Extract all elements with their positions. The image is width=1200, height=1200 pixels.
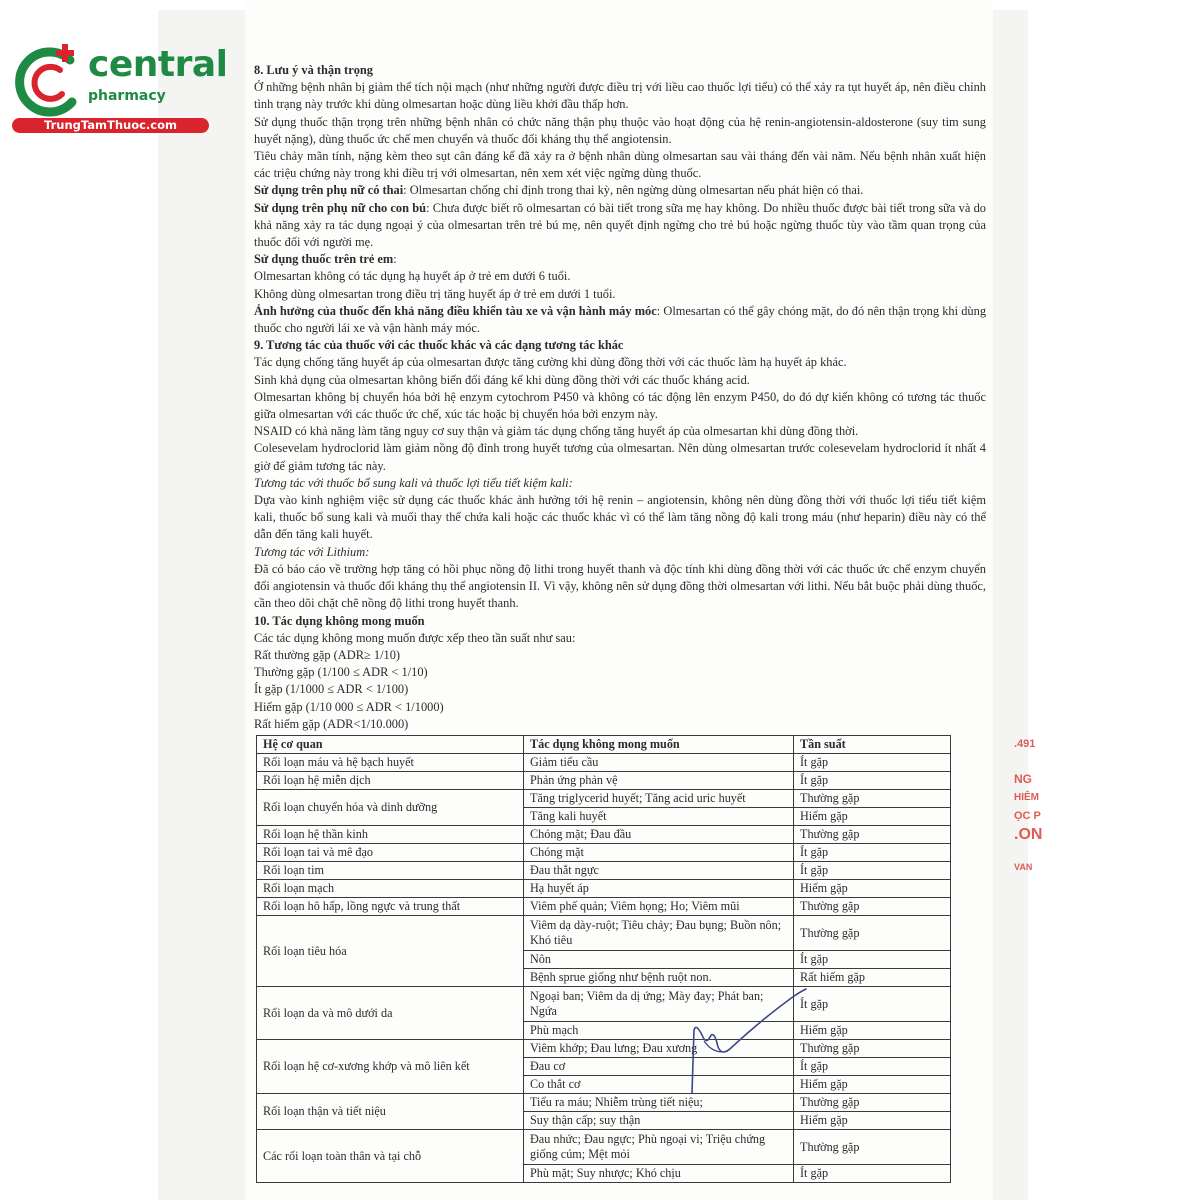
frequency-cell: Ít gặp bbox=[794, 1058, 951, 1076]
section-8-paragraph: Sử dụng thuốc thận trọng trên những bệnh nhân có chức năng thận phụ thuộc vào hoạt động của hệ renin-angiotensin-aldosterone (suy tim sung huyết nặng), dùng thuốc ức chế men chuyển và thuốc đối kháng thụ thể angiotensin. bbox=[254, 114, 986, 146]
frequency-line: Hiếm gặp (1/10 000 ≤ ADR < 1/1000) bbox=[254, 699, 444, 714]
table-header-row bbox=[257, 736, 951, 754]
frequency-cell: Ít gặp bbox=[794, 987, 951, 1022]
table-row bbox=[257, 754, 951, 772]
children-line: Không dùng olmesartan trong điều trị tăng huyết áp ở trẻ em dưới 1 tuổi. bbox=[254, 286, 616, 301]
children-colon: : bbox=[393, 252, 397, 267]
section-9-paragraph: Sinh khả dụng của olmesartan không biến đổi đáng kể khi dùng đồng thời với các thuốc kháng acid. bbox=[254, 372, 750, 387]
organ-cell: Rối loạn tim bbox=[257, 862, 524, 880]
driving-paragraph bbox=[254, 303, 986, 337]
effect-cell: Chóng mặt; Đau đầu bbox=[524, 826, 794, 844]
section-8-title: 8. Lưu ý và thận trọng bbox=[254, 63, 373, 77]
section-8-paragraph: Ở những bệnh nhân bị giảm thể tích nội mạch (như những người được điều trị với liều cao thuốc lợi tiểu) có thể xảy ra tụt huyết áp, nên điều chỉnh tình trạng này trước khi dùng olmesartan hoặc dùng liều khởi đầu thấp hơn. bbox=[254, 80, 986, 112]
table-row bbox=[257, 1040, 951, 1058]
breastfeeding-paragraph bbox=[254, 200, 986, 252]
table-row bbox=[257, 826, 951, 844]
effect-cell: Tiểu ra máu; Nhiễm trùng tiết niệu; bbox=[524, 1094, 794, 1112]
table-row bbox=[257, 898, 951, 916]
effect-cell: Viêm dạ dày-ruột; Tiêu chảy; Đau bụng; Buồn nôn; Khó tiêu bbox=[524, 916, 794, 951]
header-frequency: Tần suất bbox=[794, 736, 951, 754]
table-row bbox=[257, 987, 951, 1022]
frequency-cell: Ít gặp bbox=[794, 844, 951, 862]
effect-cell: Suy thận cấp; suy thận bbox=[524, 1112, 794, 1130]
stamp-fragment: .491 bbox=[1014, 738, 1036, 750]
children-line: Olmesartan không có tác dụng hạ huyết áp ở trẻ em dưới 6 tuổi. bbox=[254, 269, 571, 284]
organ-cell: Rối loạn hệ miễn dịch bbox=[257, 772, 524, 790]
section-9-paragraph: Colesevelam hydroclorid làm giảm nồng độ đỉnh trong huyết tương của olmesartan. Nên dùng olmesartan trước colesevelam hydroclorid ít nhất 4 giờ để giảm tương tác này. bbox=[254, 441, 986, 473]
frequency-cell: Thường gặp bbox=[794, 916, 951, 951]
stamp-fragment: NG bbox=[1014, 772, 1032, 786]
children-label: Sử dụng thuốc trên trẻ em bbox=[254, 252, 394, 267]
frequency-cell: Ít gặp bbox=[794, 772, 951, 790]
frequency-cell: Hiếm gặp bbox=[794, 808, 951, 826]
effect-cell: Viêm khớp; Đau lưng; Đau xương bbox=[524, 1040, 794, 1058]
table-row bbox=[257, 880, 951, 898]
effect-cell: Giảm tiểu cầu bbox=[524, 754, 794, 772]
effect-cell: Chóng mặt bbox=[524, 844, 794, 862]
organ-cell: Rối loạn thận và tiết niệu bbox=[257, 1094, 524, 1130]
table-row bbox=[257, 862, 951, 880]
frequency-line: Rất hiếm gặp (ADR<1/10.000) bbox=[254, 716, 409, 731]
logo-sub-text: pharmacy bbox=[88, 88, 166, 104]
effect-cell: Bệnh sprue giống như bệnh ruột non. bbox=[524, 969, 794, 987]
header-organ-system: Hệ cơ quan bbox=[257, 736, 524, 754]
breastfeeding-label: Sử dụng trên phụ nữ cho con bú bbox=[254, 200, 427, 215]
driving-text: : Olmesartan có thể gây chóng mặt, do đó nên thận trọng khi dùng thuốc cho người lái xe và vận hành máy móc. bbox=[254, 303, 987, 336]
frequency-cell: Hiếm gặp bbox=[794, 1112, 951, 1130]
logo-website-banner bbox=[12, 118, 209, 133]
potassium-subtitle: Tương tác với thuốc bổ sung kali và thuốc lợi tiểu tiết kiệm kali: bbox=[254, 475, 573, 490]
stamp-fragment: VAN bbox=[1014, 862, 1033, 872]
effect-cell: Đau nhức; Đau ngực; Phù ngoại vi; Triệu chứng giống cúm; Mệt mỏi bbox=[524, 1130, 794, 1165]
partial-red-stamp bbox=[1014, 726, 1050, 886]
frequency-cell: Hiếm gặp bbox=[794, 1022, 951, 1040]
section-10-title: 10. Tác dụng không mong muốn bbox=[254, 613, 425, 628]
breastfeeding-text: : Chưa được biết rõ olmesartan có bài tiết trong sữa mẹ hay không. Do nhiều thuốc được bài tiết trong sữa và do khả năng xảy ra tác dụng ngoại ý của olmesartan trên trẻ bú mẹ, nên quyết định ngừng cho trẻ bú hoặc ngừng thuốc tùy vào tầm quan trọng của thuốc đối với người mẹ. bbox=[254, 200, 986, 250]
section-8-paragraph: Tiêu chảy mãn tính, nặng kèm theo sụt cân đáng kể đã xảy ra ở bệnh nhân dùng olmesartan sau vài tháng đến vài năm. Nếu bệnh nhân xuất hiện các triệu chứng này trong khi điều trị với olmesartan, nên xem xét việc ngừng dùng thuốc. bbox=[254, 149, 986, 181]
potassium-paragraph: Dựa vào kinh nghiệm việc sử dụng các thuốc khác ảnh hưởng tới hệ renin – angiotensin, không nên dùng đồng thời với thuốc lợi tiểu tiết kiệm kali, thuốc bổ sung kali và muối thay thế chứa kali hoặc các thuốc khác vì có thể làm tăng nồng độ kali trong máu (như heparin) điều này có thể dẫn đến tăng kali huyết. bbox=[254, 493, 986, 542]
table-row bbox=[257, 844, 951, 862]
table-row bbox=[257, 790, 951, 808]
logo-website-text: TrungTamThuoc.com bbox=[44, 118, 177, 132]
organ-cell: Rối loạn tai và mê đạo bbox=[257, 844, 524, 862]
section-9-paragraph: Tác dụng chống tăng huyết áp của olmesartan được tăng cường khi dùng đồng thời với các thuốc làm hạ huyết áp khác. bbox=[254, 355, 847, 370]
document-content bbox=[254, 62, 986, 733]
effect-cell: Hạ huyết áp bbox=[524, 880, 794, 898]
organ-cell: Rối loạn tiêu hóa bbox=[257, 916, 524, 987]
logo-brand-text: central bbox=[88, 44, 228, 85]
effect-cell: Phù mạch bbox=[524, 1022, 794, 1040]
table-row bbox=[257, 1130, 951, 1165]
pregnancy-text: : Olmesartan chống chỉ định trong thai kỳ, nên ngừng dùng olmesartan nếu phát hiện có thai. bbox=[403, 183, 864, 198]
header-adverse-effect: Tác dụng không mong muốn bbox=[524, 736, 794, 754]
organ-cell: Rối loạn hệ thần kinh bbox=[257, 826, 524, 844]
table-row bbox=[257, 772, 951, 790]
effect-cell: Viêm phế quản; Viêm họng; Ho; Viêm mũi bbox=[524, 898, 794, 916]
frequency-cell: Ít gặp bbox=[794, 862, 951, 880]
organ-cell: Rối loạn da và mô dưới da bbox=[257, 987, 524, 1040]
signature-icon bbox=[670, 985, 810, 1095]
frequency-cell: Thường gặp bbox=[794, 1040, 951, 1058]
organ-cell: Rối loạn hô hấp, lồng ngực và trung thất bbox=[257, 898, 524, 916]
effect-cell: Ngoại ban; Viêm da dị ứng; Mày đay; Phát ban; Ngứa bbox=[524, 987, 794, 1022]
driving-label: Ảnh hưởng của thuốc đến khả năng điều khiển tàu xe và vận hành máy móc bbox=[254, 303, 657, 318]
section-9-paragraph: Olmesartan không bị chuyển hóa bởi hệ enzym cytochrom P450 và không có tác động lên enzym P450, do đó dự kiến không có tương tác thuốc giữa olmesartan với các thuốc ức chế, xúc tác hoặc bị chuyển hóa bởi enzym này. bbox=[254, 389, 986, 422]
adverse-reactions-table bbox=[256, 735, 951, 1183]
effect-cell: Đau cơ bbox=[524, 1058, 794, 1076]
frequency-cell: Thường gặp bbox=[794, 1094, 951, 1112]
frequency-cell: Thường gặp bbox=[794, 898, 951, 916]
frequency-line: Rất thường gặp (ADR≥ 1/10) bbox=[254, 647, 401, 662]
frequency-cell: Thường gặp bbox=[794, 790, 951, 808]
frequency-cell: Ít gặp bbox=[794, 951, 951, 969]
effect-cell: Phù mặt; Suy nhược; Khó chịu bbox=[524, 1165, 794, 1183]
section-9-title: 9. Tương tác của thuốc với các thuốc khác và các dạng tương tác khác bbox=[254, 338, 624, 353]
stamp-fragment: ỌC P bbox=[1014, 810, 1041, 822]
pregnancy-paragraph bbox=[254, 182, 986, 199]
effect-cell: Tăng triglycerid huyết; Tăng acid uric huyết bbox=[524, 790, 794, 808]
frequency-cell: Ít gặp bbox=[794, 754, 951, 772]
frequency-cell: Rất hiếm gặp bbox=[794, 969, 951, 987]
lithium-paragraph: Đã có báo cáo về trường hợp tăng có hồi phục nồng độ lithi trong huyết thanh và độc tính khi dùng đồng thời với các thuốc ức chế enzym chuyển đổi angiotensin và thuốc đối kháng thụ thể angiotensin II. Vì vậy, không nên sử dụng đồng thời olmesartan với lithi. Nếu bắt buộc phải dùng thuốc, cần theo dõi chặt chẽ nồng độ lithi trong huyết thanh. bbox=[254, 561, 986, 611]
table-row bbox=[257, 1094, 951, 1112]
effect-cell: Nôn bbox=[524, 951, 794, 969]
section-9-paragraph: NSAID có khả năng làm tăng nguy cơ suy thận và giảm tác dụng chống tăng huyết áp của olmesartan khi dùng đồng thời. bbox=[254, 424, 859, 439]
effect-cell: Phản ứng phản vệ bbox=[524, 772, 794, 790]
children-heading bbox=[254, 251, 986, 268]
organ-cell: Các rối loạn toàn thân và tại chỗ bbox=[257, 1130, 524, 1183]
effect-cell: Tăng kali huyết bbox=[524, 808, 794, 826]
frequency-line: Ít gặp (1/1000 ≤ ADR < 1/100) bbox=[254, 682, 409, 697]
frequency-cell: Hiếm gặp bbox=[794, 880, 951, 898]
lithium-subtitle: Tương tác với Lithium: bbox=[254, 544, 370, 559]
effect-cell: Co thắt cơ bbox=[524, 1076, 794, 1094]
pregnancy-label: Sử dụng trên phụ nữ có thai bbox=[254, 183, 404, 198]
frequency-cell: Thường gặp bbox=[794, 1130, 951, 1165]
table-row bbox=[257, 916, 951, 951]
effect-cell: Đau thắt ngực bbox=[524, 862, 794, 880]
organ-cell: Rối loạn chuyển hóa và dinh dưỡng bbox=[257, 790, 524, 826]
stamp-fragment: .ON bbox=[1014, 826, 1043, 843]
stamp-fragment: HIÊM bbox=[1014, 792, 1039, 803]
frequency-cell: Ít gặp bbox=[794, 1165, 951, 1183]
frequency-cell: Thường gặp bbox=[794, 826, 951, 844]
section-10-intro: Các tác dụng không mong muốn được xếp theo tần suất như sau: bbox=[254, 630, 576, 645]
frequency-line: Thường gặp (1/100 ≤ ADR < 1/10) bbox=[254, 665, 428, 680]
organ-cell: Rối loạn mạch bbox=[257, 880, 524, 898]
frequency-cell: Hiếm gặp bbox=[794, 1076, 951, 1094]
organ-cell: Rối loạn hệ cơ-xương khớp và mô liên kết bbox=[257, 1040, 524, 1094]
organ-cell: Rối loạn máu và hệ bạch huyết bbox=[257, 754, 524, 772]
